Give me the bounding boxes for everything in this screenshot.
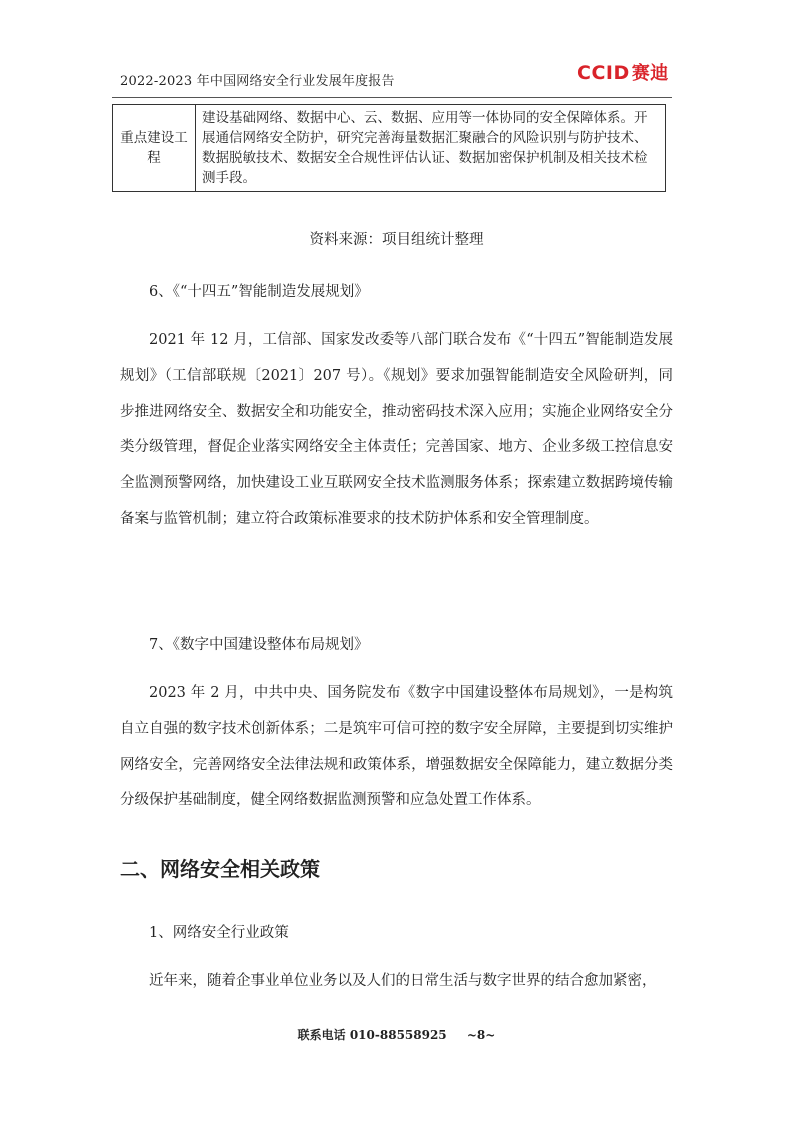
section-7-heading: 7、《数字中国建设整体布局规划》 <box>149 637 369 653</box>
page-number: ~8~ <box>466 1028 496 1042</box>
subsection-1-body: 近年来，随着企事业单位业务以及人们的日常生活与数字世界的结合愈加紧密， <box>149 973 657 989</box>
table-source-caption: 资料来源：项目组统计整理 <box>309 232 484 248</box>
subsection-1-heading: 1、网络安全行业政策 <box>149 925 289 941</box>
table-row <box>113 105 666 192</box>
ccid-logo <box>577 59 669 85</box>
section-6-heading: 6、《“十四五”智能制造发展规划》 <box>149 284 369 300</box>
table-content-cell: 建设基础网络、数据中心、云、数据、应用等一体协同的安全保障体系。开展通信网络安全防护，研究完善海量数据汇聚融合的风险识别与防护技术、数据脱敏技术、数据安全合规性评估认证、数据加密保护机制及相关技术检测手段。 <box>196 105 666 192</box>
report-title: 2022-2023 年中国网络安全行业发展年度报告 <box>120 74 395 89</box>
header-divider <box>112 97 672 98</box>
logo-latin: CCID <box>577 62 630 84</box>
logo-cn: 赛迪 <box>631 63 669 84</box>
chapter-2-heading: 二、网络安全相关政策 <box>120 857 320 881</box>
section-7-body: 2023 年 2 月，中共中央、国务院发布《数字中国建设整体布局规划》，一是构筑自立自强的数字技术创新体系；二是筑牢可信可控的数字安全屏障，主要提到切实维护网络安全，完善网络安全法律法规和政策体系，增强数据安全保障能力，建立数据分类分级保护基础制度，健全网络数据监测预警和应急处置工作体系。 <box>120 685 673 809</box>
table-label-cell: 重点建设工程 <box>113 105 196 192</box>
footer-contact: 联系电话 010-88558925 <box>297 1028 447 1042</box>
policy-table <box>112 104 666 192</box>
section-6-body: 2021 年 12 月，工信部、国家发改委等八部门联合发布《“十四五”智能制造发展规划》（工信部联规〔2021〕207 号）。《规划》要求加强智能制造安全风险研判，同步推进网络安全、数据安全和功能安全，推动密码技术深入应用；实施企业网络安全分类分级管理，督促企业落实网络安全主体责任；完善国家、地方、企业多级工控信息安全监测预警网络，加快建设工业互联网安全技术监测服务体系；探索建立数据跨境传输备案与监管机制；建立符合政策标准要求的技术防护体系和安全管理制度。 <box>120 332 673 527</box>
page-footer <box>0 1026 793 1043</box>
